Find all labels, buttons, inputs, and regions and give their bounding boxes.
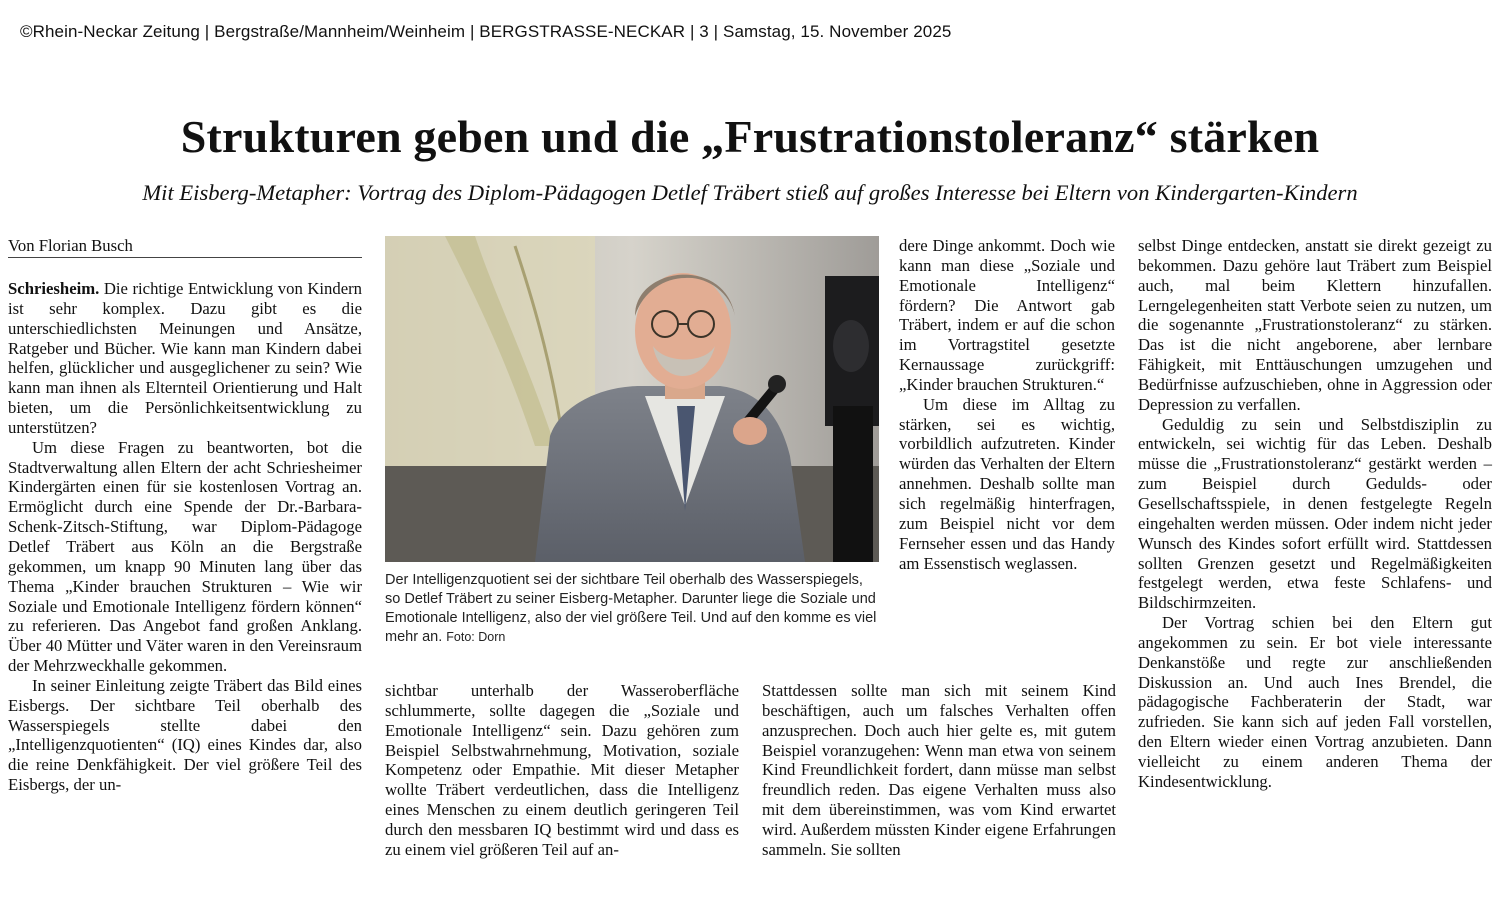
- article-column-2: [385, 681, 739, 860]
- article-column-1: [8, 279, 362, 795]
- paragraph: Um diese Fragen zu beantworten, bot die Stadtverwaltung allen Eltern der acht Schriesheimer Kindergärten einen für sie kostenlosen Vortrag an. Ermöglicht durch eine Spende der Dr.-Barbara-Schenk-Zitsch-Stiftung, war Diplom-Pädagoge Detlef Träbert aus Köln an die Bergstraße gekommen, um knapp 90 Minuten lang über das Thema „Kinder brauchen Strukturen – Wie wir Soziale und Emotionale Intelligenz fördern können“ zu referieren. Das Angebot fand großen Anklang. Über 40 Mütter und Väter waren in den Vereinsraum der Mehrzweckhalle gekommen.: [8, 437, 362, 676]
- paragraph: Stattdessen sollte man sich mit seinem Kind beschäftigen, auch um falsches Verhalten offen anzusprechen. Doch auch hier gelte es, mit gutem Beispiel voranzugehen: Wenn man etwa von seinem Kind Freundlichkeit fordert, dann müsse man selbst freundlich reden. Das eigene Verhalten muss also mit dem übereinstimmen, was vom Kind erwartet wird. Außerdem müssten Kinder eigene Erfahrungen sammeln. Sie sollten: [762, 681, 1116, 859]
- paragraph: dere Dinge ankommt. Doch wie kann man diese „Soziale und Emotionale Intelligenz“ fördern? Die Antwort gab Träbert, indem er auf die schon im Vortragstitel gesetzte Kernaussage zurückgriff: „Kinder brauchen Strukturen.“: [899, 236, 1115, 394]
- article-column-3-continued: [762, 681, 1116, 860]
- paragraph: Der Vortrag schien bei den Eltern gut angekommen zu sein. Er bot viele interessante Denkanstöße und regte zur anschließenden Diskussion an. Und auch Ines Brendel, die pädagogische Fachberaterin der Stadt, war zufrieden. Sie kann sich auf jeden Fall vorstellen, den Eltern wieder einen Vortrag anzubieten. Dann vielleicht zu einem anderen Thema der Kindesentwicklung.: [1138, 613, 1492, 791]
- article-subheadline: Mit Eisberg-Metapher: Vortrag des Diplom-Pädagogen Detlef Träbert stieß auf großes Interesse bei Eltern von Kindergarten-Kindern: [142, 180, 1358, 205]
- paragraph: In seiner Einleitung zeigte Träbert das Bild eines Eisbergs. Der sichtbare Teil oberhalb des Wasserspiegels stellte dabei den „Intelligenzquotienten“ (IQ) eines Kindes dar, also die reine Denkfähigkeit. Der viel größere Teil des Eisbergs, der un-: [8, 675, 362, 795]
- article-column-3: [899, 236, 1115, 573]
- speaker-photo: [385, 236, 879, 562]
- caption-text: Der Intelligenzquotient sei der sichtbare Teil oberhalb des Wasserspiegels, so Detlef Träbert zu seiner Eisberg-Metapher. Darunter liege die Soziale und Emotionale Intelligenz, also der viel größere Teil. Und auf den komme es viel mehr an.: [385, 572, 877, 645]
- paragraph: [8, 279, 362, 438]
- paragraph: selbst Dinge entdecken, anstatt sie direkt gezeigt zu bekommen. Dazu gehöre laut Träbert zum Beispiel auch, mal beim Klettern hinzufallen. Lerngelegenheiten statt Verbote seien zu nutzen, um die sogenannte „Frustrationstoleranz“ zu stärken. Das ist die nicht angeborene, aber lernbare Fähigkeit, mit Enttäuschungen umzugehen und Bedürfnisse aufzuschieben, ohne in Aggression oder Depression zu verfallen.: [1138, 236, 1492, 414]
- paragraph-text: Die richtige Entwicklung von Kindern ist sehr komplex. Dazu gibt es die unterschiedlichsten Meinungen und Ansätze, Ratgeber und Bücher. Wie kann man Kindern dabei helfen, glücklicher und ausgeglichener zu sein? Wie kann man ihnen als Elternteil Orientierung und Halt bieten, um die Persönlichkeitsentwicklung zu unterstützen?: [8, 279, 362, 437]
- article-column-4: [1138, 236, 1492, 792]
- article-photo: [385, 236, 879, 562]
- paragraph: sichtbar unterhalb der Wasseroberfläche schlummerte, sollte dagegen die „Soziale und Emotionale Intelligenz“ sein. Dazu gehören zum Beispiel Selbstwahrnehmung, Motivation, soziale Kompetenz oder Empathie. Mit dieser Metapher wollte Träbert verdeutlichen, dass die Intelligenz eines Menschen zu einem deutlich geringeren Teil durch den messbaren IQ bestimmt wird und dass es zu einem viel größeren Teil auf an-: [385, 681, 739, 859]
- photo-caption: [385, 571, 879, 647]
- dateline: Schriesheim.: [8, 279, 100, 298]
- photo-credit: Foto: Dorn: [446, 630, 506, 644]
- page-header: ©Rhein-Neckar Zeitung | Bergstraße/Mannheim/Weinheim | BERGSTRASSE-NECKAR | 3 | Samstag, 15. November 2025: [20, 22, 952, 41]
- paragraph: Geduldig zu sein und Selbstdisziplin zu entwickeln, sei wichtig für das Leben. Deshalb müsse die „Frustrationstoleranz“ gestärkt werden – zum Beispiel durch Gedulds- oder Gesellschaftsspiele, in denen festgelegte Regeln eingehalten werden müssen. Oder indem nicht jeder Wunsch des Kindes sofort erfüllt wird. Stattdessen sollten Grenzen gesetzt und Regelmäßigkeiten festgelegt werden, etwa feste Schlafens- und Bildschirmzeiten.: [1138, 414, 1492, 613]
- byline: Von Florian Busch: [8, 236, 362, 258]
- article-headline: Strukturen geben und die „Frustrationstoleranz“ stärken: [180, 111, 1320, 162]
- paragraph: Um diese im Alltag zu stärken, sei es wichtig, vorbildlich aufzutreten. Kinder würden das Verhalten der Eltern annehmen. Deshalb sollte man sich regelmäßig hinterfragen, zum Beispiel nicht vor dem Fernseher essen und das Handy am Essenstisch weglassen.: [899, 394, 1115, 573]
